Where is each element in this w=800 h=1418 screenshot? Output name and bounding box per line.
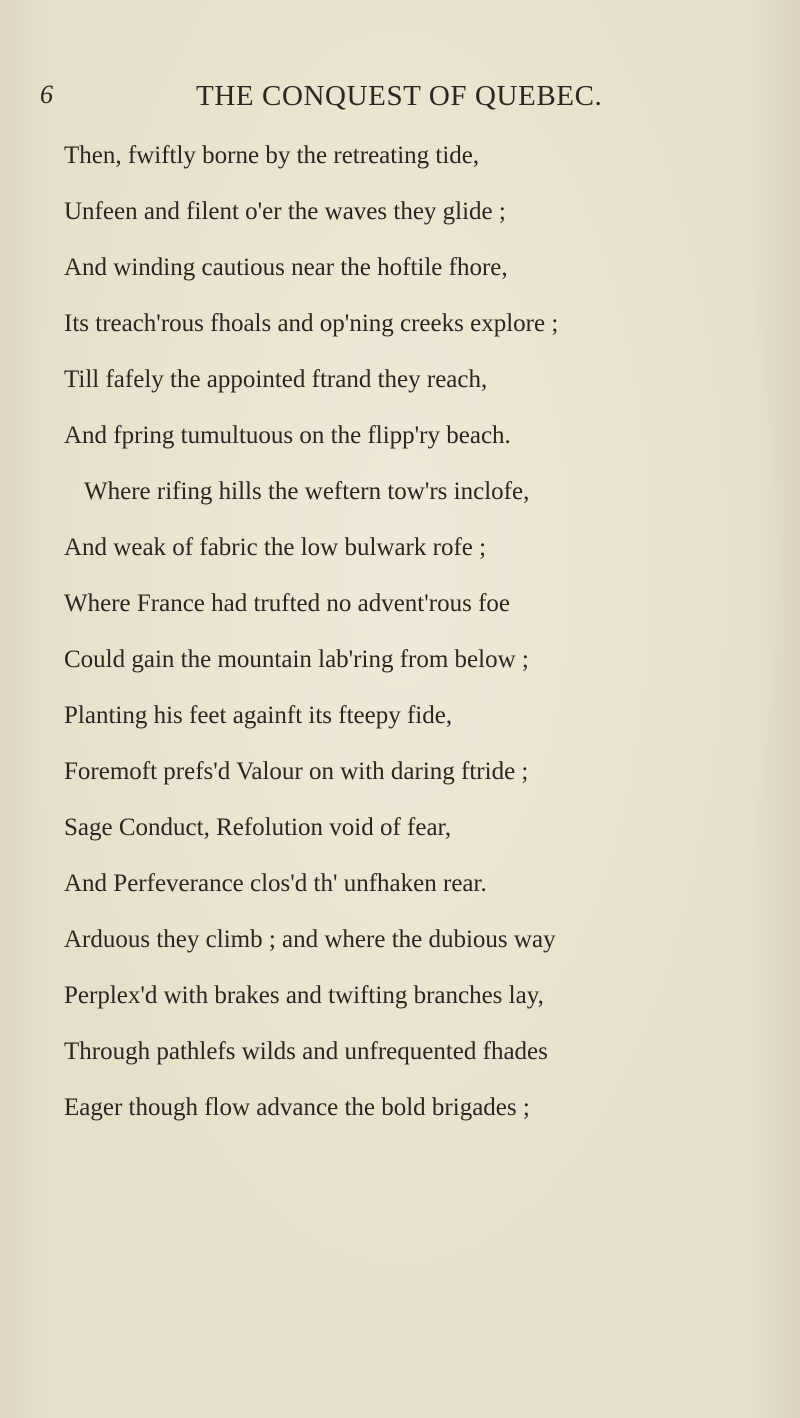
- verse-line: Perplex'd with brakes and twifting branches lay,: [64, 982, 544, 1009]
- page-title: THE CONQUEST OF QUEBEC.: [196, 80, 603, 112]
- verse-line: Its treach'rous fhoals and op'ning creeks explore ;: [64, 310, 559, 337]
- verse-line: And Perfeverance clos'd th' unfhaken rear.: [64, 870, 487, 897]
- page-number: 6: [40, 80, 53, 109]
- verse-line: And weak of fabric the low bulwark rofe ;: [64, 534, 487, 561]
- verse-line: Could gain the mountain lab'ring from below ;: [64, 646, 529, 673]
- verse-line: Where rifing hills the weftern tow'rs inclofe,: [84, 478, 530, 505]
- verse-line: Sage Conduct, Refolution void of fear,: [64, 814, 452, 841]
- verse-line: And fpring tumultuous on the flipp'ry beach.: [64, 422, 511, 449]
- verse-line: Then, fwiftly borne by the retreating tide,: [64, 142, 480, 169]
- verse-line: Foremoft prefs'd Valour on with daring ftride ;: [64, 758, 529, 785]
- verse-line: Through pathlefs wilds and unfrequented fhades: [64, 1038, 548, 1065]
- verse-line: Arduous they climb ; and where the dubious way: [64, 926, 556, 953]
- running-head: [40, 80, 740, 124]
- verse-line: Till fafely the appointed ftrand they reach,: [64, 366, 488, 393]
- verse-line: Planting his feet againft its fteepy fide,: [64, 702, 453, 729]
- verse-line: Eager though flow advance the bold brigades ;: [64, 1094, 530, 1121]
- verse-line: And winding cautious near the hoftile fhore,: [64, 254, 508, 281]
- verse-line: Unfeen and filent o'er the waves they glide ;: [64, 198, 506, 225]
- verse-line: Where France had trufted no advent'rous foe: [64, 590, 510, 617]
